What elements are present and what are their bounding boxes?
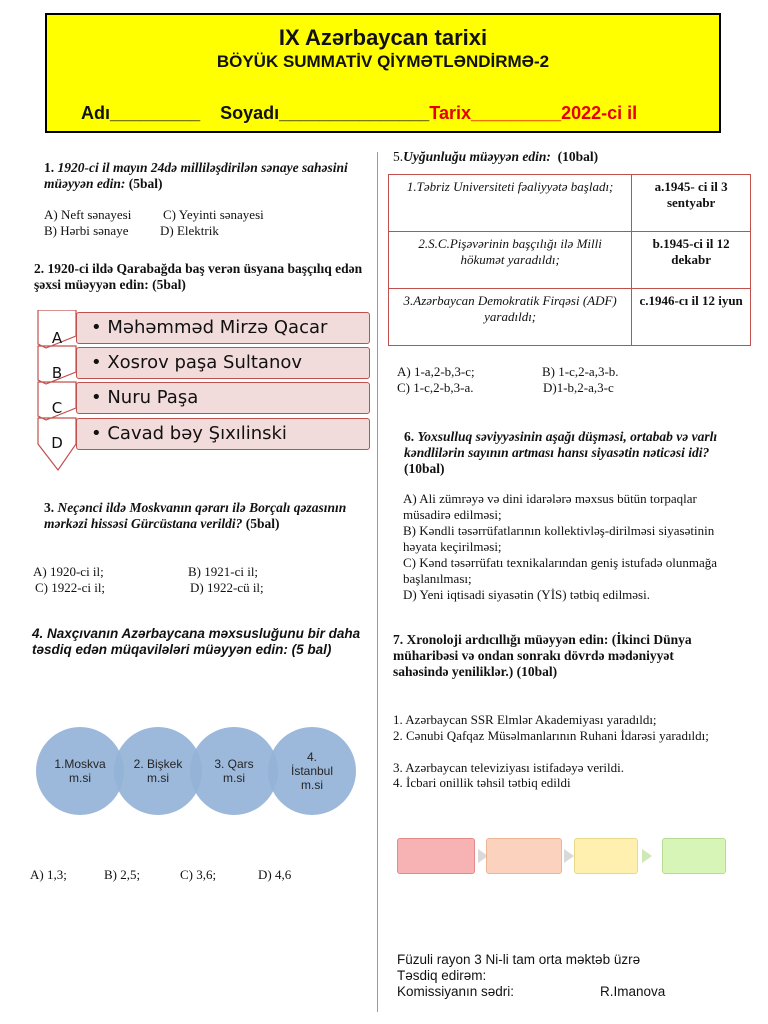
q6-option-c[interactable]: C) Kənd təsərrüfatı texnikalarından geniş istufadə olunmağa başlanılması; [403,555,718,586]
q4-option-a[interactable]: A) 1,3; [30,867,67,882]
q2-text: 2. 1920-ci ildə Qarabağda baş verən üsyana başçılıq edən şəxsi müəyyən edin: [34,261,363,292]
q6-text: Yoxsulluq səviyyəsinin aşağı düşməsi, ortabab və varlı kəndlilərin sayının artması hansı siyasətin nəticəsi idi? [404,429,718,460]
table-row [389,175,751,232]
surname-field[interactable]: Soyadı_______________ [220,103,430,123]
q7-item-4: 4. İcbari onillik təhsil tətbiq edildi [393,775,571,790]
question-2 [34,261,364,293]
column-divider [377,152,378,1012]
q3-points: (5bal) [245,516,280,531]
q7-answer-box-1[interactable] [397,838,475,874]
q5-left-2: 2.S.C.Pişəvərinin başçılığı ilə Milli hökumət yaradıldı; [389,232,632,289]
q5-number: 5. [393,149,404,164]
q5-left-1: 1.Təbriz Universiteti fəaliyyətə başladı; [389,175,632,232]
table-row [389,232,751,289]
q6-number: 6. [404,429,415,444]
student-info-row [81,103,637,124]
q7-item-1: 1. Azərbaycan SSR Elmlər Akademiyası yaradıldı; [393,712,657,727]
q7-answer-box-2[interactable] [486,838,562,874]
q1-option-b[interactable]: B) Hərbi sənaye [44,223,129,238]
question-6 [404,429,739,477]
q1-text: 1920-ci il mayın 24də milliləşdirilən sənaye sahəsini müəyyən edin: [44,160,348,191]
question-7: 7. Xronoloji ardıcıllığı müəyyən edin: (İkinci Dünya müharibəsi və ondan sonrakı dövrdə mədəniyyət sahəsində yeniliklər.) (10bal) [393,632,692,679]
q3-number: 3. [44,500,55,515]
commission-line [397,984,666,1000]
q1-option-a[interactable]: A) Neft sənayesi [44,207,132,222]
q7-item-2: 2. Cənubi Qafqaz Müsəlmanlarının Ruhani İdarəsi yaradıldı; [393,728,709,743]
q5-option-c[interactable]: C) 1-c,2-b,3-a. [397,380,474,395]
q2-option-c[interactable]: • Nuru Paşa [76,382,370,414]
question-1 [44,160,364,192]
header-banner [45,13,721,133]
q2-option-a[interactable]: • Məhəmməd Mirzə Qacar [76,312,370,344]
q1-option-d[interactable]: D) Elektrik [160,223,219,238]
q2-letter-c: C [51,399,63,417]
q5-option-a[interactable]: A) 1-a,2-b,3-c; [397,364,475,379]
q1-number: 1. [44,160,55,175]
school-line: Füzuli rayon 3 Ni-li tam orta məktəb üzrə [397,952,641,967]
q2-option-d[interactable]: • Cavad bəy Şıxılinski [76,418,370,450]
q2-letter-a: A [51,329,63,347]
q6-option-b[interactable]: B) Kəndli təsərrüfatlarının kollektivləş-dirilməsi siyasətinin həyata keçirilməsi; [403,523,715,554]
date-field[interactable]: Tarix_________ [429,103,562,123]
q3-option-c[interactable]: C) 1922-ci il; [35,580,106,595]
q5-right-c: c.1946-cı il 12 iyun [632,289,751,346]
q3-text: Neçənci ildə Moskvanın qərarı ilə Borçalı qəzasının mərkəzi hissəsi Gürcüstana verildi? [44,500,347,531]
q6-option-a[interactable]: A) Ali zümrəyə və dini idarələrə məxsus bütün torpaqlar müsadirə edilməsi; [403,491,697,522]
q5-left-3: 3.Azərbaycan Demokratik Firqəsi (ADF) yaradıldı; [389,289,632,346]
q4-circle-istanbul[interactable]: 4. İstanbul m.si [268,727,356,815]
q2-points: (5bal) [152,277,186,292]
q4-option-c[interactable]: C) 3,6; [180,867,217,882]
question-4 [32,626,362,658]
approval-line: Təsdiq edirəm: [397,968,487,983]
page-subtitle: BÖYÜK SUMMATİV QİYMƏTLƏNDİRMƏ-2 [216,52,550,71]
q4-points: (5 bal) [291,642,332,657]
q5-match-table [388,174,751,346]
q7-answer-box-3[interactable] [574,838,638,874]
q5-option-d[interactable]: D)1-b,2-a,3-c [543,380,614,395]
q4-circle-qars[interactable]: 3. Qars m.si [190,727,278,815]
page-title: IX Azərbaycan tarixi [278,25,488,50]
q3-option-d[interactable]: D) 1922-cü il; [190,580,264,595]
year-label: 2022-ci il [561,103,638,123]
question-5 [393,149,753,165]
q2-letter-b: B [51,364,63,382]
q5-right-a: a.1945- ci il 3 sentyabr [632,175,751,232]
q2-option-b[interactable]: • Xosrov paşa Sultanov [76,347,370,379]
q4-option-b[interactable]: B) 2,5; [104,867,141,882]
q5-points: (10bal) [557,149,599,164]
q4-circle-biskek[interactable]: 2. Bişkek m.si [114,727,202,815]
q4-option-d[interactable]: D) 4,6 [258,867,292,882]
q7-answer-box-4[interactable] [662,838,726,874]
table-row [389,289,751,346]
arrow-right-icon [564,849,574,863]
q3-option-a[interactable]: A) 1920-ci il; [33,564,104,579]
signature-name: R.Imanova [600,984,666,999]
q1-option-c[interactable]: C) Yeyinti sənayesi [163,207,264,222]
q6-option-d[interactable]: D) Yeni iqtisadi siyasətin (YİS) tətbiq edilməsi. [403,587,650,602]
footer-approval [397,952,666,1000]
q3-option-b[interactable]: B) 1921-ci il; [188,564,259,579]
q7-item-3: 3. Azərbaycan televiziyası istifadəyə verildi. [393,760,625,775]
q4-circle-moskva[interactable]: 1.Moskva m.si [36,727,124,815]
name-field[interactable]: Adı_________ [81,103,201,123]
q5-right-b: b.1945-ci il 12 dekabr [632,232,751,289]
arrow-right-icon [642,849,652,863]
q6-points: (10bal) [404,461,445,476]
q5-text: Uyğunluğu müəyyən edin: [403,149,551,164]
q1-points: (5bal) [128,176,163,191]
commission-label: Komissiyanın sədri: [397,984,515,999]
q4-text: 4. Naxçıvanın Azərbaycana məxsusluğunu bir daha təsdiq edən müqavilələri müəyyən edin: [32,626,361,657]
q2-letter-d: D [51,434,63,452]
question-3 [44,500,364,532]
q5-option-b[interactable]: B) 1-c,2-a,3-b. [542,364,619,379]
